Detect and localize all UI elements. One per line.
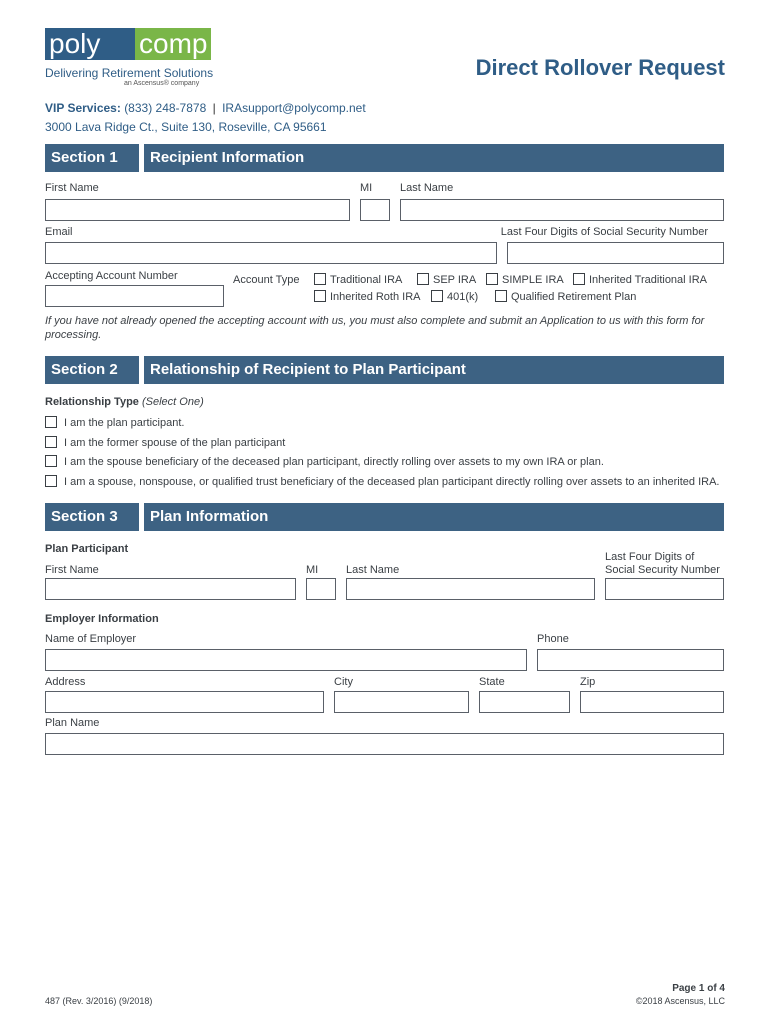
address-line: 3000 Lava Ridge Ct., Suite 130, Roseville, CA 95661	[45, 120, 327, 134]
label-phone: Phone	[537, 633, 569, 645]
section-2-num: Section 2	[51, 361, 118, 378]
relationship-type-heading	[45, 396, 204, 408]
tagline: Delivering Retirement Solutions	[45, 66, 214, 80]
label-zip: Zip	[580, 676, 596, 688]
label-pp-ssn-1: Last Four Digits of	[605, 551, 695, 563]
plan-name-field[interactable]	[45, 733, 724, 755]
checkbox-simple-ira[interactable]	[486, 273, 498, 285]
section-3-title-bar	[144, 503, 724, 531]
label-rel-former-spouse: I am the former spouse of the plan participant	[64, 437, 286, 449]
label-email: Email	[45, 226, 73, 238]
logo-poly: poly	[45, 28, 135, 60]
section-3-num: Section 3	[51, 508, 118, 525]
label-inherited-roth-ira: Inherited Roth IRA	[330, 291, 421, 303]
accepting-account-field[interactable]	[45, 285, 224, 307]
label-pp-ssn-2: Social Security Number	[605, 564, 720, 576]
label-sep-ira: SEP IRA	[433, 274, 477, 286]
form-id: 487 (Rev. 3/2016) (9/2018)	[45, 996, 153, 1006]
section-3-title: Plan Information	[150, 508, 269, 525]
label-city: City	[334, 676, 353, 688]
pp-first-name-field[interactable]	[45, 578, 296, 600]
account-note-2: processing.	[45, 329, 102, 341]
section-2-title: Relationship of Recipient to Plan Participant	[150, 361, 466, 378]
checkbox-rel-spouse-beneficiary[interactable]	[45, 455, 57, 467]
section-3-num-bar	[45, 503, 139, 531]
checkbox-rel-nonspouse-beneficiary[interactable]	[45, 475, 57, 487]
section-2-title-bar	[144, 356, 724, 384]
section-1-title: Recipient Information	[150, 149, 305, 166]
zip-field[interactable]	[580, 691, 724, 713]
account-note: If you have not already opened the accepting account with us, you must also complete and submit an Application to us with this form for	[45, 315, 705, 327]
copyright: ©2018 Ascensus, LLC	[635, 996, 725, 1006]
label-ssn: Last Four Digits of Social Security Number	[500, 226, 708, 238]
checkbox-401k[interactable]	[431, 290, 443, 302]
city-field[interactable]	[334, 691, 469, 713]
page-number: Page 1 of 4	[672, 983, 725, 994]
label-401k: 401(k)	[447, 291, 479, 303]
vip-email[interactable]: IRAsupport@polycomp.net	[222, 101, 366, 115]
mi-field[interactable]	[360, 199, 390, 221]
plan-participant-heading: Plan Participant	[45, 543, 129, 555]
pp-mi-field[interactable]	[306, 578, 336, 600]
label-qualified-retirement-plan: Qualified Retirement Plan	[511, 291, 637, 303]
label-traditional-ira: Traditional IRA	[330, 274, 403, 286]
label-accepting-account: Accepting Account Number	[45, 270, 178, 282]
page-title: Direct Rollover Request	[475, 55, 725, 80]
label-account-type: Account Type	[233, 274, 300, 286]
pp-ssn-field[interactable]	[605, 578, 724, 600]
checkbox-rel-participant[interactable]	[45, 416, 57, 428]
checkbox-inherited-traditional-ira[interactable]	[573, 273, 585, 285]
vip-services	[45, 101, 366, 115]
section-1-num: Section 1	[51, 149, 118, 166]
label-first-name: First Name	[45, 182, 99, 194]
last-name-field[interactable]	[400, 199, 724, 221]
label-plan-name: Plan Name	[45, 717, 100, 729]
section-2-num-bar	[45, 356, 139, 384]
label-employer-name: Name of Employer	[45, 633, 137, 645]
employer-name-field[interactable]	[45, 649, 527, 671]
logo-comp: comp	[135, 28, 211, 60]
checkbox-sep-ira[interactable]	[417, 273, 429, 285]
label-inherited-traditional-ira: Inherited Traditional IRA	[589, 274, 708, 286]
relationship-type-label: Relationship Type	[45, 396, 139, 408]
label-rel-nonspouse-beneficiary: I am a spouse, nonspouse, or qualified trust beneficiary of the deceased plan participant directly rolling over assets to an inherited IRA.	[64, 476, 720, 488]
separator: |	[212, 101, 216, 115]
label-pp-last-name: Last Name	[346, 564, 400, 576]
phone-field[interactable]	[537, 649, 724, 671]
section-1-num-bar	[45, 144, 139, 172]
employer-info-heading: Employer Information	[45, 613, 159, 625]
address-field[interactable]	[45, 691, 324, 713]
vip-label: VIP Services:	[45, 101, 121, 115]
label-pp-first-name: First Name	[45, 564, 99, 576]
label-rel-participant: I am the plan participant.	[64, 417, 185, 429]
section-1-title-bar	[144, 144, 724, 172]
email-field[interactable]	[45, 242, 497, 264]
checkbox-traditional-ira[interactable]	[314, 273, 326, 285]
pp-last-name-field[interactable]	[346, 578, 595, 600]
vip-phone: (833) 248-7878	[124, 101, 207, 115]
state-field[interactable]	[479, 691, 570, 713]
first-name-field[interactable]	[45, 199, 350, 221]
label-simple-ira: SIMPLE IRA	[502, 274, 564, 286]
label-address: Address	[45, 676, 86, 688]
subtag: an Ascensus® company	[124, 80, 200, 87]
label-state: State	[479, 676, 505, 688]
ssn-field[interactable]	[507, 242, 724, 264]
checkbox-inherited-roth-ira[interactable]	[314, 290, 326, 302]
select-one-label: (Select One)	[141, 396, 204, 408]
label-rel-spouse-beneficiary: I am the spouse beneficiary of the deceased plan participant, directly rolling over assets to my own IRA or plan.	[64, 456, 604, 468]
label-last-name: Last Name	[400, 182, 454, 194]
label-mi: MI	[360, 182, 373, 194]
checkbox-qualified-retirement-plan[interactable]	[495, 290, 507, 302]
label-pp-mi: MI	[306, 564, 319, 576]
checkbox-rel-former-spouse[interactable]	[45, 436, 57, 448]
